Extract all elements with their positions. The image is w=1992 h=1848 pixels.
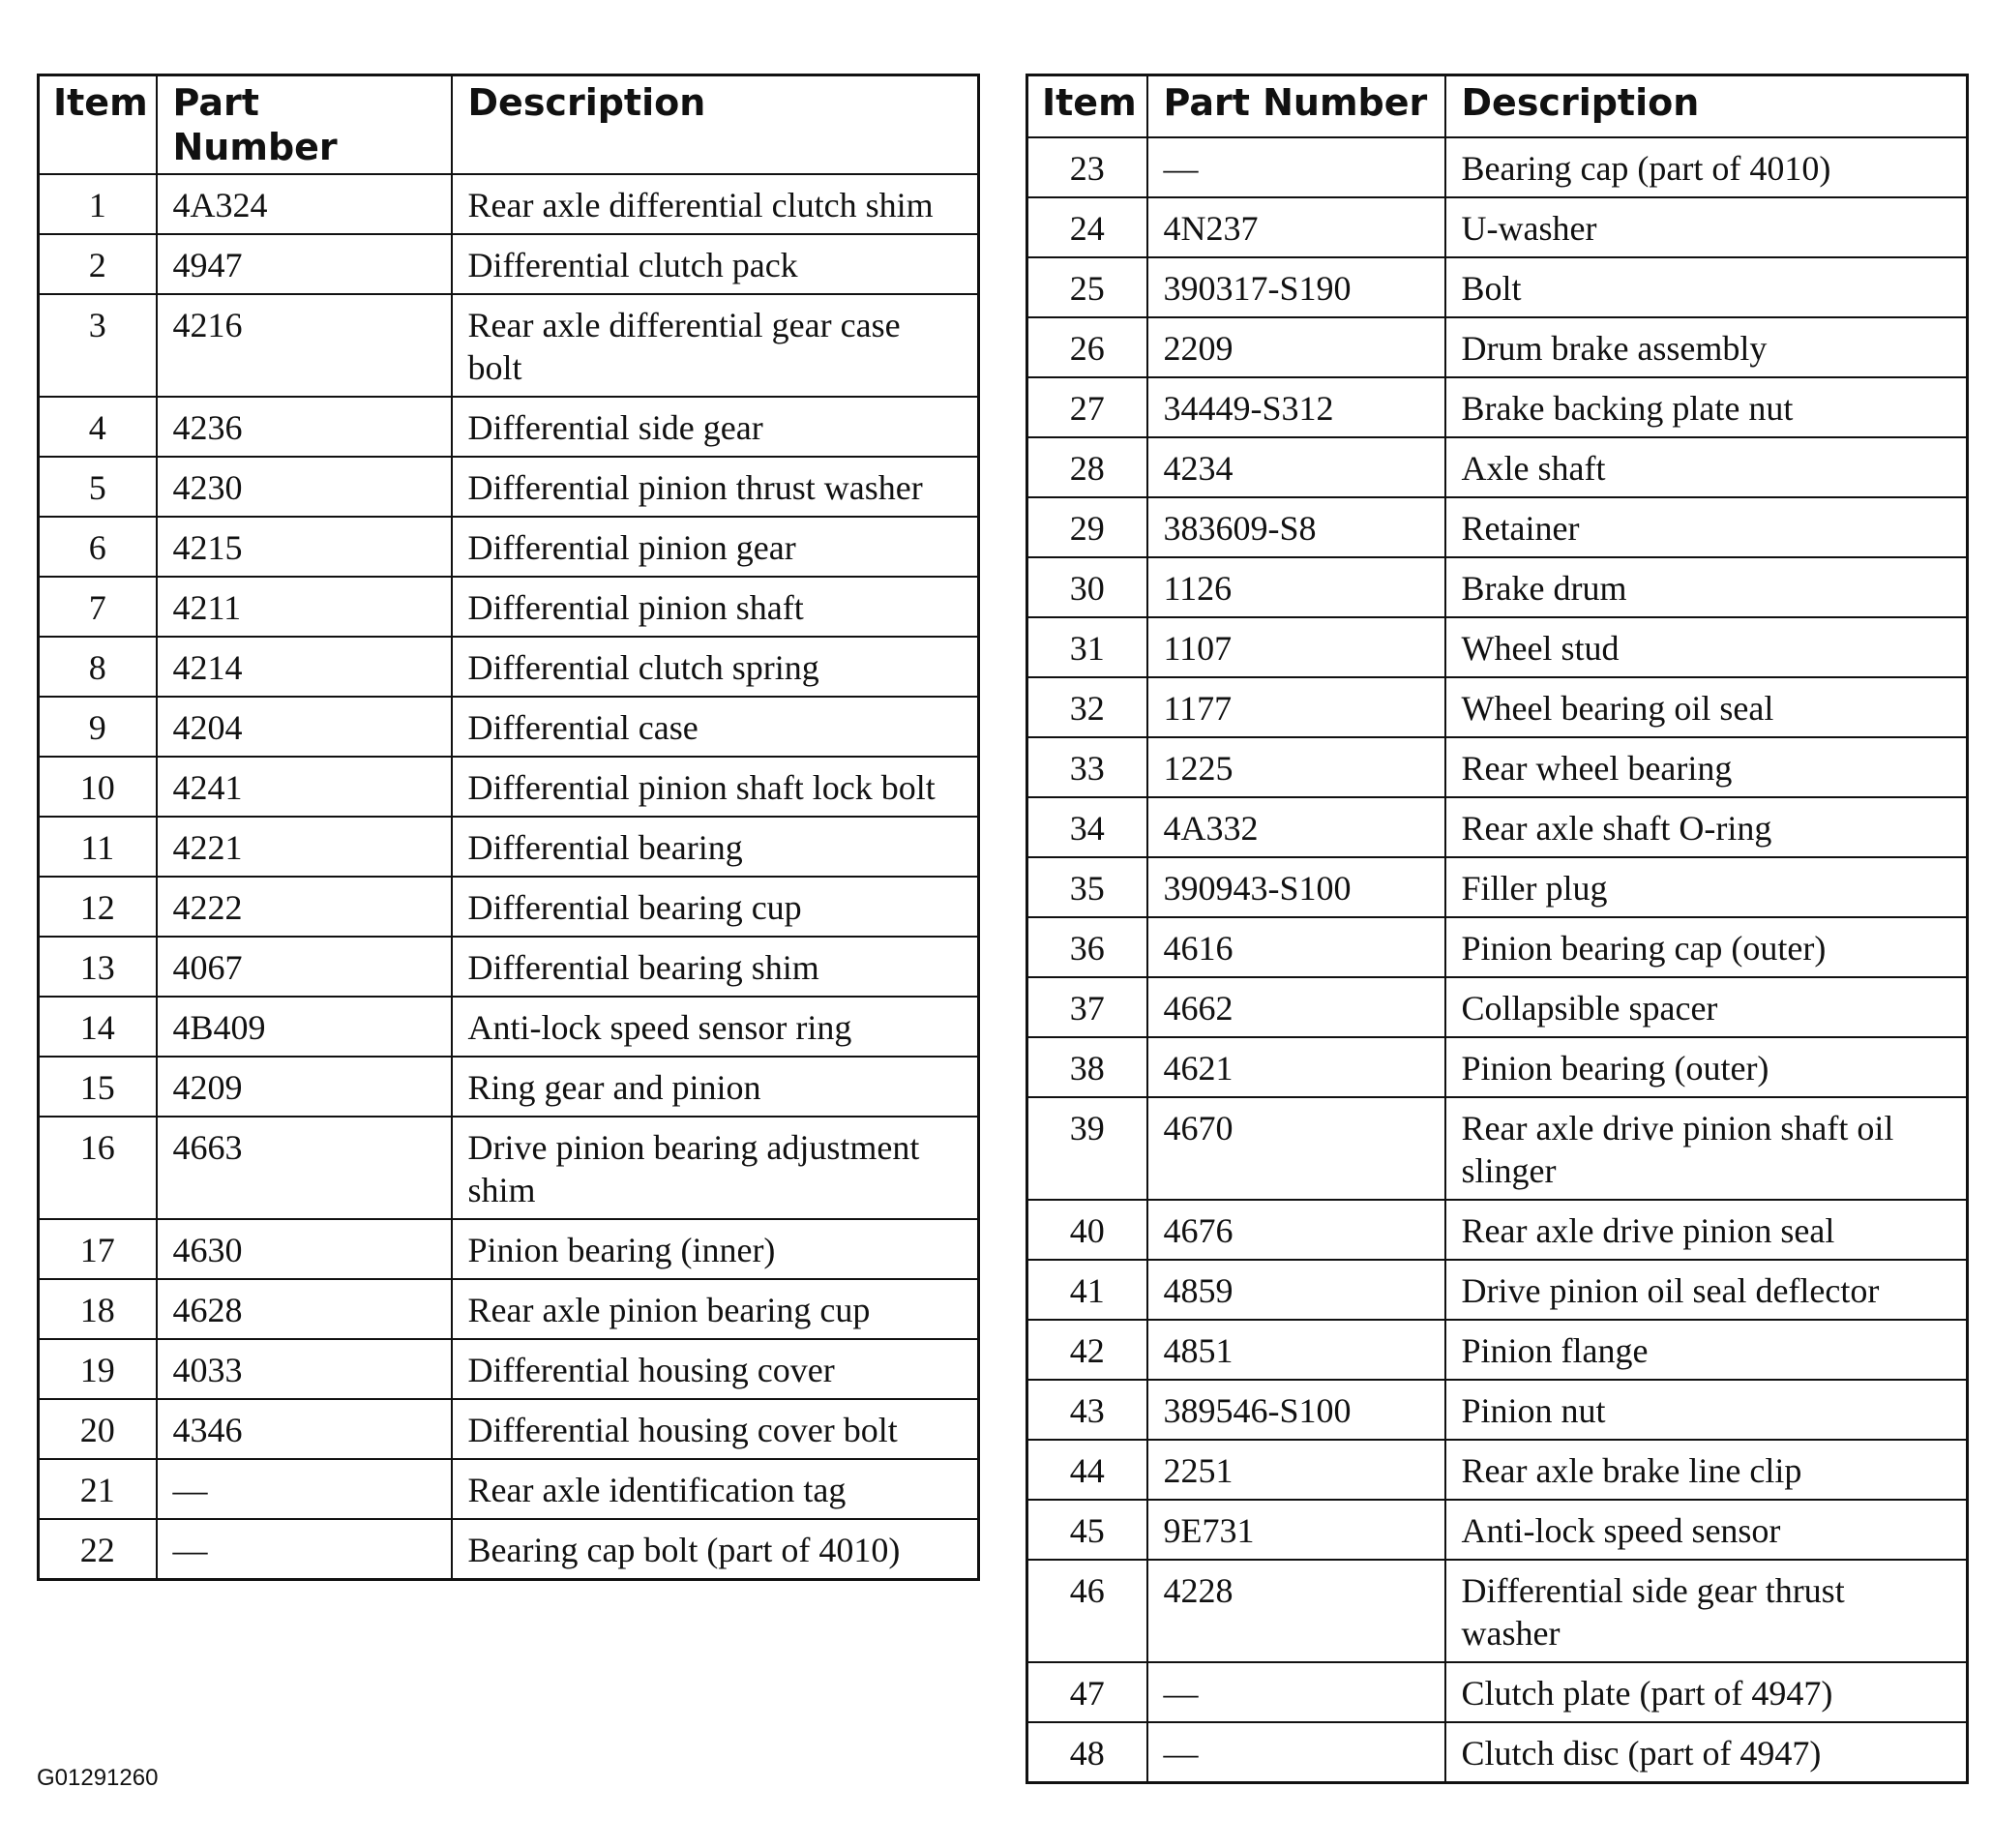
- cell-part-number: 4241: [157, 757, 452, 817]
- table-row: [1027, 1500, 1968, 1560]
- cell-item: 18: [39, 1279, 157, 1339]
- cell-part-number: 4859: [1147, 1260, 1445, 1320]
- cell-item: 42: [1027, 1320, 1147, 1380]
- cell-part-number: 4N237: [1147, 197, 1445, 257]
- cell-item: 12: [39, 877, 157, 937]
- cell-description: Differential side gear: [452, 397, 979, 457]
- table-row: [39, 1057, 979, 1117]
- cell-description: Retainer: [1445, 497, 1968, 557]
- cell-description: Differential clutch spring: [452, 637, 979, 697]
- cell-part-number: 390943-S100: [1147, 857, 1445, 917]
- table-row: [1027, 1440, 1968, 1500]
- cell-description: Rear axle pinion bearing cup: [452, 1279, 979, 1339]
- cell-description: Differential side gear thrust washer: [1445, 1560, 1968, 1662]
- cell-part-number: 34449-S312: [1147, 377, 1445, 437]
- cell-description: Anti-lock speed sensor: [1445, 1500, 1968, 1560]
- table-row: [39, 697, 979, 757]
- table-row: [39, 1519, 979, 1580]
- cell-item: 44: [1027, 1440, 1147, 1500]
- header-part-number: Part Number: [1147, 75, 1445, 138]
- cell-description: Pinion flange: [1445, 1320, 1968, 1380]
- cell-description: Differential bearing: [452, 817, 979, 877]
- table-row: [1027, 197, 1968, 257]
- cell-item: 9: [39, 697, 157, 757]
- table-row: [39, 577, 979, 637]
- cell-description: Rear axle differential clutch shim: [452, 174, 979, 234]
- cell-part-number: 4204: [157, 697, 452, 757]
- cell-item: 41: [1027, 1260, 1147, 1320]
- table-row: [39, 877, 979, 937]
- cell-description: Drum brake assembly: [1445, 317, 1968, 377]
- cell-item: 15: [39, 1057, 157, 1117]
- cell-part-number: —: [1147, 137, 1445, 197]
- table-row: [1027, 1662, 1968, 1722]
- cell-part-number: 2251: [1147, 1440, 1445, 1500]
- table-row: [39, 517, 979, 577]
- table-row: [1027, 917, 1968, 977]
- table-row: [1027, 1037, 1968, 1097]
- cell-item: 25: [1027, 257, 1147, 317]
- cell-description: Clutch disc (part of 4947): [1445, 1722, 1968, 1783]
- cell-item: 13: [39, 937, 157, 997]
- cell-description: Collapsible spacer: [1445, 977, 1968, 1037]
- table-row: [1027, 1320, 1968, 1380]
- cell-item: 32: [1027, 677, 1147, 737]
- cell-description: Drive pinion bearing adjustment shim: [452, 1117, 979, 1219]
- cell-part-number: 4228: [1147, 1560, 1445, 1662]
- cell-description: Brake backing plate nut: [1445, 377, 1968, 437]
- cell-description: Ring gear and pinion: [452, 1057, 979, 1117]
- table-row: [39, 294, 979, 397]
- cell-item: 20: [39, 1399, 157, 1459]
- cell-description: U-washer: [1445, 197, 1968, 257]
- table-row: [1027, 317, 1968, 377]
- cell-part-number: 4947: [157, 234, 452, 294]
- table-row: [39, 1339, 979, 1399]
- cell-part-number: 4676: [1147, 1200, 1445, 1260]
- cell-description: Axle shaft: [1445, 437, 1968, 497]
- cell-item: 47: [1027, 1662, 1147, 1722]
- table-row: [1027, 1260, 1968, 1320]
- table-row: [39, 234, 979, 294]
- cell-item: 29: [1027, 497, 1147, 557]
- cell-description: Differential bearing cup: [452, 877, 979, 937]
- table-row: [39, 457, 979, 517]
- table-row: [39, 997, 979, 1057]
- cell-description: Differential pinion shaft lock bolt: [452, 757, 979, 817]
- cell-part-number: 4A332: [1147, 797, 1445, 857]
- cell-part-number: 4663: [157, 1117, 452, 1219]
- cell-description: Differential bearing shim: [452, 937, 979, 997]
- cell-description: Wheel bearing oil seal: [1445, 677, 1968, 737]
- cell-item: 22: [39, 1519, 157, 1580]
- table-row: [39, 937, 979, 997]
- cell-item: 19: [39, 1339, 157, 1399]
- table-row: [39, 397, 979, 457]
- cell-item: 24: [1027, 197, 1147, 257]
- cell-description: Rear axle drive pinion shaft oil slinger: [1445, 1097, 1968, 1200]
- table-row: [39, 174, 979, 234]
- cell-item: 16: [39, 1117, 157, 1219]
- cell-description: Anti-lock speed sensor ring: [452, 997, 979, 1057]
- cell-part-number: 4222: [157, 877, 452, 937]
- table-header-row: [39, 75, 979, 175]
- cell-item: 33: [1027, 737, 1147, 797]
- cell-part-number: 390317-S190: [1147, 257, 1445, 317]
- cell-item: 40: [1027, 1200, 1147, 1260]
- parts-table-right: [1026, 74, 1969, 1784]
- parts-table-left: [37, 74, 980, 1581]
- cell-description: Brake drum: [1445, 557, 1968, 617]
- cell-item: 30: [1027, 557, 1147, 617]
- cell-description: Rear axle drive pinion seal: [1445, 1200, 1968, 1260]
- cell-description: Differential housing cover bolt: [452, 1399, 979, 1459]
- cell-item: 6: [39, 517, 157, 577]
- cell-part-number: —: [157, 1519, 452, 1580]
- header-description: Description: [1445, 75, 1968, 138]
- cell-description: Pinion bearing (inner): [452, 1219, 979, 1279]
- cell-item: 28: [1027, 437, 1147, 497]
- cell-description: Differential pinion thrust washer: [452, 457, 979, 517]
- cell-part-number: 4230: [157, 457, 452, 517]
- cell-item: 17: [39, 1219, 157, 1279]
- cell-part-number: 4628: [157, 1279, 452, 1339]
- figure-caption: G01291260: [37, 1765, 159, 1791]
- cell-part-number: 1126: [1147, 557, 1445, 617]
- cell-part-number: —: [157, 1459, 452, 1519]
- cell-item: 45: [1027, 1500, 1147, 1560]
- cell-part-number: 4209: [157, 1057, 452, 1117]
- cell-item: 46: [1027, 1560, 1147, 1662]
- cell-description: Differential pinion shaft: [452, 577, 979, 637]
- cell-description: Rear wheel bearing: [1445, 737, 1968, 797]
- cell-item: 27: [1027, 377, 1147, 437]
- table-row: [39, 637, 979, 697]
- cell-part-number: 4346: [157, 1399, 452, 1459]
- cell-item: 8: [39, 637, 157, 697]
- table-row: [39, 757, 979, 817]
- cell-description: Pinion bearing (outer): [1445, 1037, 1968, 1097]
- cell-description: Rear axle identification tag: [452, 1459, 979, 1519]
- table-row: [39, 1399, 979, 1459]
- cell-part-number: 4033: [157, 1339, 452, 1399]
- cell-part-number: 4221: [157, 817, 452, 877]
- cell-item: 37: [1027, 977, 1147, 1037]
- cell-part-number: 4216: [157, 294, 452, 397]
- cell-part-number: 4214: [157, 637, 452, 697]
- cell-description: Rear axle brake line clip: [1445, 1440, 1968, 1500]
- table-row: [1027, 797, 1968, 857]
- table-row: [1027, 1200, 1968, 1260]
- cell-part-number: 4067: [157, 937, 452, 997]
- table-row: [39, 1459, 979, 1519]
- cell-description: Pinion bearing cap (outer): [1445, 917, 1968, 977]
- table-row: [1027, 1722, 1968, 1783]
- cell-part-number: 4662: [1147, 977, 1445, 1037]
- cell-description: Differential clutch pack: [452, 234, 979, 294]
- table-row: [39, 817, 979, 877]
- cell-part-number: 1177: [1147, 677, 1445, 737]
- table-row: [39, 1117, 979, 1219]
- cell-description: Pinion nut: [1445, 1380, 1968, 1440]
- cell-item: 34: [1027, 797, 1147, 857]
- cell-part-number: 4621: [1147, 1037, 1445, 1097]
- cell-description: Rear axle differential gear case bolt: [452, 294, 979, 397]
- cell-description: Bolt: [1445, 257, 1968, 317]
- table-row: [1027, 857, 1968, 917]
- cell-part-number: 1107: [1147, 617, 1445, 677]
- cell-item: 26: [1027, 317, 1147, 377]
- cell-part-number: 383609-S8: [1147, 497, 1445, 557]
- cell-description: Drive pinion oil seal deflector: [1445, 1260, 1968, 1320]
- cell-part-number: 4670: [1147, 1097, 1445, 1200]
- cell-item: 2: [39, 234, 157, 294]
- cell-part-number: 4616: [1147, 917, 1445, 977]
- table-row: [1027, 497, 1968, 557]
- cell-item: 1: [39, 174, 157, 234]
- cell-description: Rear axle shaft O-ring: [1445, 797, 1968, 857]
- cell-item: 4: [39, 397, 157, 457]
- cell-description: Differential pinion gear: [452, 517, 979, 577]
- cell-part-number: —: [1147, 1662, 1445, 1722]
- cell-part-number: 389546-S100: [1147, 1380, 1445, 1440]
- cell-item: 10: [39, 757, 157, 817]
- cell-item: 36: [1027, 917, 1147, 977]
- cell-item: 39: [1027, 1097, 1147, 1200]
- cell-item: 23: [1027, 137, 1147, 197]
- cell-item: 38: [1027, 1037, 1147, 1097]
- cell-part-number: 4236: [157, 397, 452, 457]
- cell-item: 14: [39, 997, 157, 1057]
- cell-part-number: 4211: [157, 577, 452, 637]
- table-row: [1027, 977, 1968, 1037]
- cell-part-number: 4630: [157, 1219, 452, 1279]
- cell-item: 48: [1027, 1722, 1147, 1783]
- cell-part-number: 4851: [1147, 1320, 1445, 1380]
- cell-description: Clutch plate (part of 4947): [1445, 1662, 1968, 1722]
- header-description: Description: [452, 75, 979, 175]
- cell-item: 3: [39, 294, 157, 397]
- table-row: [1027, 1560, 1968, 1662]
- header-item: Item: [1027, 75, 1147, 138]
- table-row: [1027, 1097, 1968, 1200]
- cell-description: Differential housing cover: [452, 1339, 979, 1399]
- cell-part-number: 1225: [1147, 737, 1445, 797]
- cell-item: 43: [1027, 1380, 1147, 1440]
- cell-item: 7: [39, 577, 157, 637]
- table-header-row: [1027, 75, 1968, 138]
- table-row: [1027, 557, 1968, 617]
- cell-part-number: 4215: [157, 517, 452, 577]
- cell-item: 5: [39, 457, 157, 517]
- cell-item: 21: [39, 1459, 157, 1519]
- cell-item: 11: [39, 817, 157, 877]
- cell-part-number: 4234: [1147, 437, 1445, 497]
- cell-part-number: 4B409: [157, 997, 452, 1057]
- table-row: [1027, 617, 1968, 677]
- header-part-number: Part Number: [157, 75, 452, 175]
- table-row: [1027, 257, 1968, 317]
- table-row: [1027, 137, 1968, 197]
- table-row: [1027, 437, 1968, 497]
- cell-part-number: 2209: [1147, 317, 1445, 377]
- cell-item: 31: [1027, 617, 1147, 677]
- cell-description: Filler plug: [1445, 857, 1968, 917]
- table-row: [1027, 737, 1968, 797]
- cell-part-number: 9E731: [1147, 1500, 1445, 1560]
- cell-description: Wheel stud: [1445, 617, 1968, 677]
- table-row: [39, 1219, 979, 1279]
- table-row: [39, 1279, 979, 1339]
- table-row: [1027, 377, 1968, 437]
- cell-part-number: 4A324: [157, 174, 452, 234]
- cell-description: Bearing cap bolt (part of 4010): [452, 1519, 979, 1580]
- cell-description: Differential case: [452, 697, 979, 757]
- table-row: [1027, 1380, 1968, 1440]
- header-item: Item: [39, 75, 157, 175]
- cell-description: Bearing cap (part of 4010): [1445, 137, 1968, 197]
- cell-item: 35: [1027, 857, 1147, 917]
- table-row: [1027, 677, 1968, 737]
- cell-part-number: —: [1147, 1722, 1445, 1783]
